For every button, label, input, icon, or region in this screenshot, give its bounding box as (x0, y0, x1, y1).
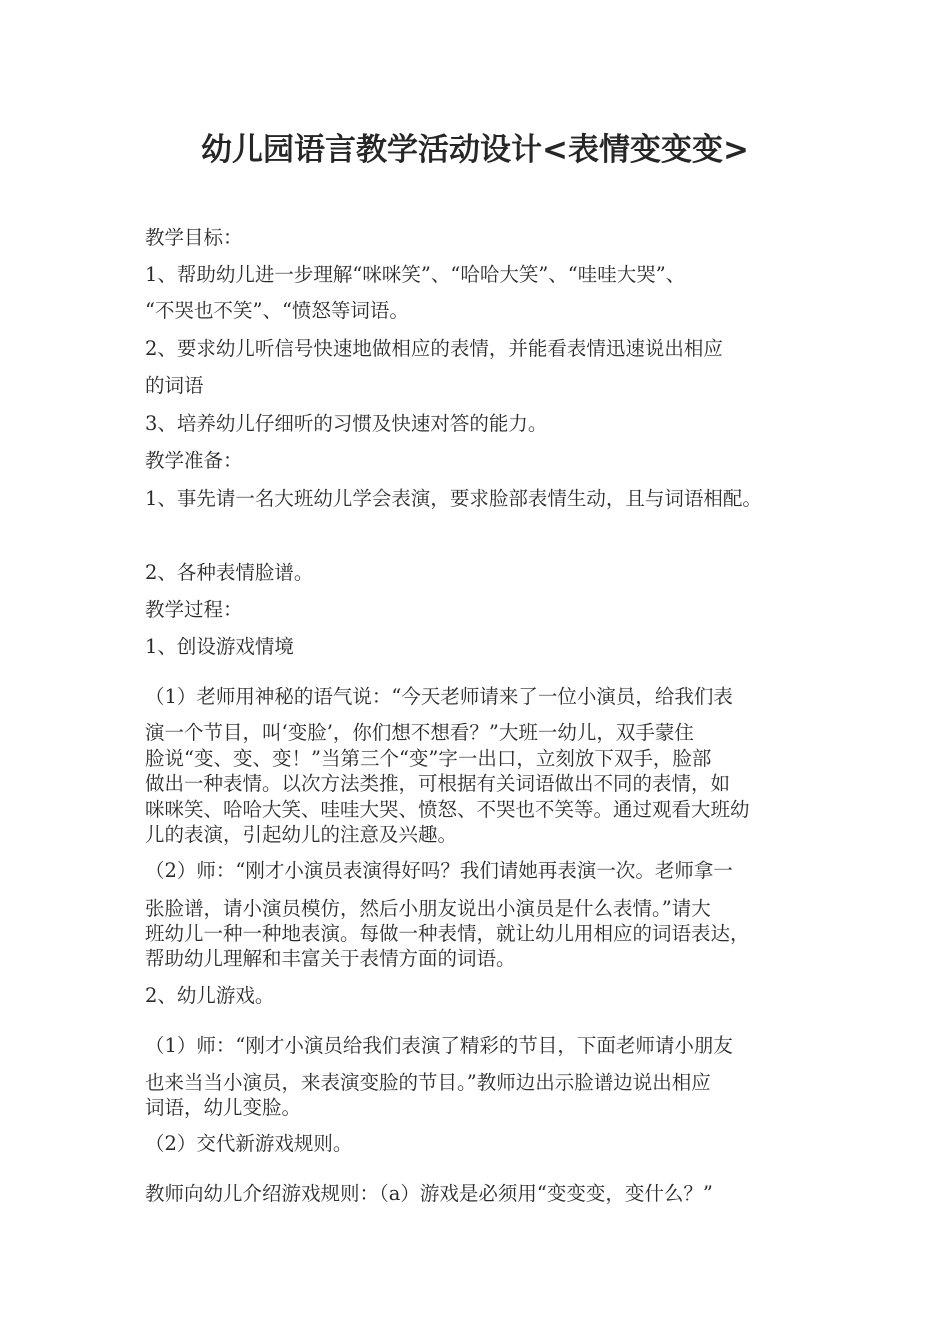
text-line: 儿的表演，引起幼儿的注意及兴趣。 (145, 823, 458, 846)
text-line: 班幼儿一种一种地表演。每做一种表情，就让幼儿用相应的词语表达， (145, 922, 750, 945)
text-line: 1、事先请一名大班幼儿学会表演，要求脸部表情生动，且与词语相配。 (145, 487, 762, 510)
document-title: 幼儿园语言教学活动设计<表情变变变> (201, 132, 749, 168)
text-line: 的词语 (145, 374, 204, 397)
text-line: 1、创设游戏情境 (145, 635, 294, 658)
text-line: （1）老师用神秘的语气说：“今天老师请来了一位小演员，给我们表 (145, 685, 733, 708)
text-line: 教学准备： (145, 449, 243, 472)
text-line: （2）交代新游戏规则。 (145, 1132, 353, 1155)
text-line: 教师向幼儿介绍游戏规则：（a）游戏是必须用“变变变，变什么？” (145, 1182, 713, 1205)
text-line: 做出一种表情。以次方法类推，可根据有关词语做出不同的表情，如 (145, 772, 731, 795)
text-line: 咪咪笑、哈哈大笑、哇哇大哭、愤怒、不哭也不笑等。通过观看大班幼 (145, 798, 750, 821)
text-line: 2、幼儿游戏。 (145, 984, 275, 1007)
text-line: （1）师：“刚才小演员给我们表演了精彩的节目，下面老师请小朋友 (145, 1034, 733, 1057)
text-line: 1、帮助幼儿进一步理解“咪咪笑”、“哈哈大笑”、“哇哇大哭”、 (145, 263, 686, 286)
text-line: 2、各种表情脸谱。 (145, 561, 314, 584)
text-line: 帮助幼儿理解和丰富关于表情方面的词语。 (145, 947, 516, 970)
text-line: 脸说“变、变、变！”当第三个“变”字一出口，立刻放下双手，脸部 (145, 747, 712, 770)
text-line: 教学过程： (145, 598, 243, 621)
text-line: （2）师：“刚才小演员表演得好吗？我们请她再表演一次。老师拿一 (145, 859, 733, 882)
text-line: 演一个节目，叫‘变脸’，你们想不想看？”大班一幼儿，双手蒙住 (145, 721, 694, 744)
text-line: 3、培养幼儿仔细听的习惯及快速对答的能力。 (145, 412, 548, 435)
text-line: 张脸谱，请小演员模仿，然后小朋友说出小演员是什么表情。”请大 (145, 897, 711, 920)
text-line: 2、要求幼儿听信号快速地做相应的表情，并能看表情迅速说出相应 (145, 337, 723, 360)
text-line: 也来当当小演员，来表演变脸的节目。”教师边出示脸谱边说出相应 (145, 1071, 711, 1094)
text-line: 词语，幼儿变脸。 (145, 1096, 302, 1119)
text-line: 教学目标： (145, 226, 243, 249)
text-line: “不哭也不笑”、“愤怒等词语。 (145, 299, 409, 322)
